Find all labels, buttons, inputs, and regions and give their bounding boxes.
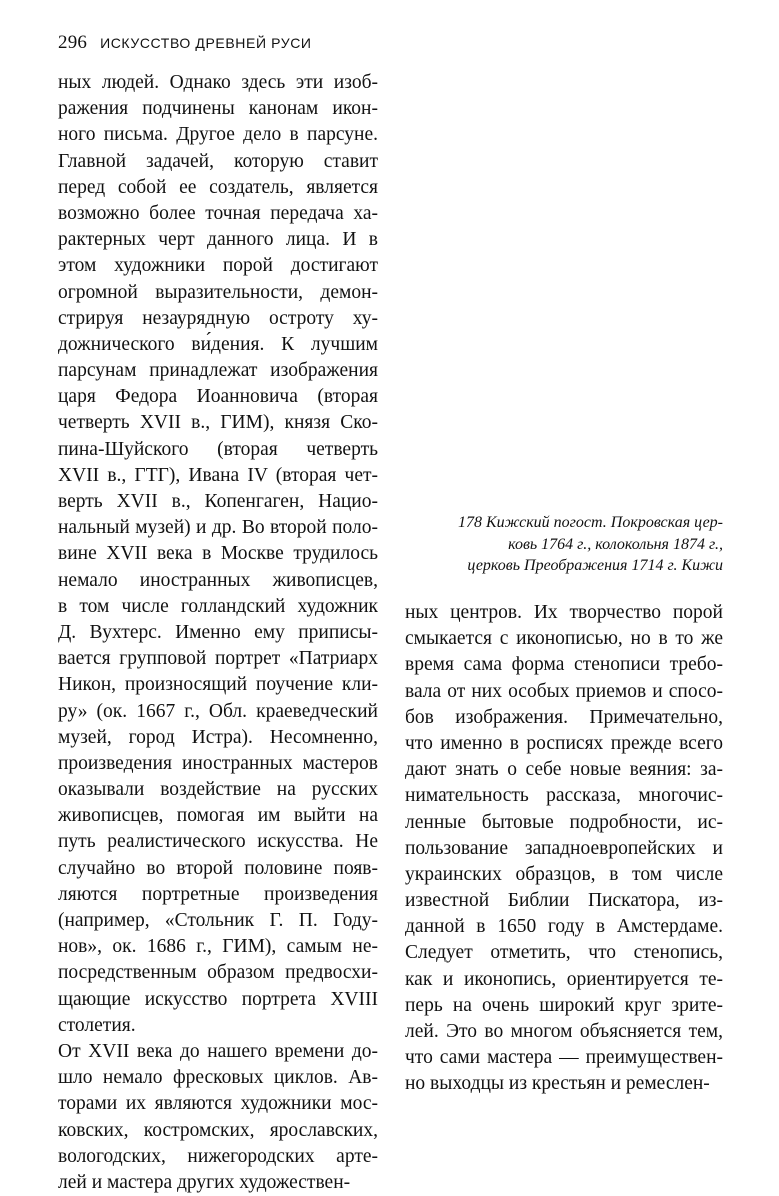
left-column-line: четверть XVII в., ГИМ), князя Ско- <box>58 412 378 434</box>
right-column-line: дают знать о себе новые веяния: за- <box>405 759 723 781</box>
left-column-line: нальный музей) и др. Во второй поло- <box>58 517 378 539</box>
left-column-line: рактерных черт данного лица. И в <box>58 229 378 251</box>
right-column-line: нимательность рассказа, многочис- <box>405 785 723 807</box>
left-column-line: в том числе голландский художник <box>58 595 378 617</box>
right-column-line: лей. Это во многом объясняется тем, <box>405 1021 723 1042</box>
right-column-line: вала от них особых приемов и спосо- <box>405 680 723 702</box>
left-column-line: Главной задачей, которую ставит <box>58 150 378 172</box>
right-column-line: украинских образцов, в том числе <box>405 863 723 885</box>
left-column-line: XVII в., ГТГ), Ивана IV (вторая чет- <box>58 464 378 486</box>
left-text-column <box>58 70 378 1196</box>
left-column-line: парсунам принадлежат изображения <box>58 360 378 382</box>
caption-line: ковь 1764 г., колокольня 1874 г., <box>508 535 723 553</box>
figure-caption <box>405 512 723 577</box>
left-column-line: этом художники порой достигают <box>58 255 378 277</box>
right-text-column <box>405 600 723 1098</box>
left-column-line: царя Федора Иоанновича (вторая <box>58 386 378 408</box>
right-column-line: ных центров. Их творчество порой <box>405 602 723 623</box>
left-column-line: ляются портретные произведения <box>58 883 378 905</box>
left-column-line: дожнического ви́дения. К лучшим <box>58 333 378 355</box>
right-column-line: время сама форма стенописи требо- <box>405 654 723 676</box>
right-column-line: данной в 1650 году в Амстердаме. <box>405 916 723 938</box>
left-column-line: щающие искусство портрета XVIII <box>58 988 378 1010</box>
left-column-line: стрируя незаурядную остроту ху- <box>58 307 378 329</box>
left-column-line: посредственным образом предвосхи- <box>58 962 378 984</box>
left-column-line: ного письма. Другое дело в парсуне. <box>58 124 378 146</box>
left-column-line: От XVII века до нашего времени до- <box>58 1040 378 1062</box>
left-column-line: ных людей. Однако здесь эти изоб- <box>58 72 378 93</box>
left-column-line: немало иностранных живописцев, <box>58 569 378 591</box>
left-column-line: столетия. <box>58 1014 136 1036</box>
left-column-line: ру» (ок. 1667 г., Обл. краеведческий <box>58 700 378 722</box>
left-column-line: нов», ок. 1686 г., ГИМ), самым не- <box>58 936 378 958</box>
left-column-line: музей, город Истра). Несомненно, <box>58 726 378 748</box>
right-column-line: смыкается с иконописью, но в то же <box>405 628 723 650</box>
running-title: ИСКУССТВО ДРЕВНЕЙ РУСИ <box>100 35 312 51</box>
left-column-line: вается групповой портрет «Патриарх <box>58 648 378 670</box>
left-column-line: Никон, произносящий поучение кли- <box>58 674 378 696</box>
right-column-line: что сами мастера — преимуществен- <box>405 1047 723 1069</box>
right-column-line: пользование западноевропейских и <box>405 837 723 859</box>
left-column-line: случайно во второй половине появ- <box>58 857 378 879</box>
right-column-line: бов изображения. Примечательно, <box>405 706 723 728</box>
left-column-line: путь реалистического искусства. Не <box>58 831 378 853</box>
left-column-line: лей и мастера других художествен- <box>58 1171 351 1193</box>
left-column-line: верть XVII в., Копенгаген, Нацио- <box>58 491 378 512</box>
left-column-line: (например, «Стольник Г. П. Году- <box>58 910 378 931</box>
left-column-line: торами их являются художники мос- <box>58 1093 378 1115</box>
page-number: 296 <box>58 32 88 53</box>
right-column-line: известной Библии Пискатора, из- <box>405 890 723 912</box>
right-column-line: но выходцы из крестьян и ремеслен- <box>405 1073 710 1095</box>
left-column-line: шло немало фресковых циклов. Ав- <box>58 1067 378 1089</box>
left-column-line: оказывали воздействие на русских <box>58 779 378 801</box>
right-column-line: перь на очень широкий круг зрите- <box>405 994 723 1016</box>
left-column-line: перед собой ее создатель, является <box>58 176 378 198</box>
right-column-line: что именно в росписях прежде всего <box>405 732 723 754</box>
running-header <box>58 32 312 54</box>
left-column-line: вине XVII века в Москве трудилось <box>58 543 378 565</box>
left-column-line: огромной выразительности, демон- <box>58 281 378 303</box>
caption-line: 178 Кижский погост. Покровская цер- <box>457 514 723 531</box>
right-column-line: ленные бытовые подробности, ис- <box>405 811 723 833</box>
left-column-line: вологодских, нижегородских арте- <box>58 1145 378 1167</box>
left-column-line: возможно более точная передача ха- <box>58 202 378 224</box>
left-column-line: произведения иностранных мастеров <box>58 752 378 774</box>
right-column-line: как и иконопись, ориентируется те- <box>405 968 723 990</box>
left-column-line: пина-Шуйского (вторая четверть <box>58 438 378 460</box>
left-column-line: ражения подчинены канонам икон- <box>58 98 378 120</box>
caption-line: церковь Преображения 1714 г. Кижи <box>467 557 723 574</box>
left-column-line: ковских, костромских, ярославских, <box>58 1119 378 1141</box>
left-column-line: живописцев, помогая им выйти на <box>58 805 378 827</box>
left-column-line: Д. Вухтерс. Именно ему приписы- <box>58 621 378 643</box>
right-column-line: Следует отметить, что стенопись, <box>405 942 723 964</box>
